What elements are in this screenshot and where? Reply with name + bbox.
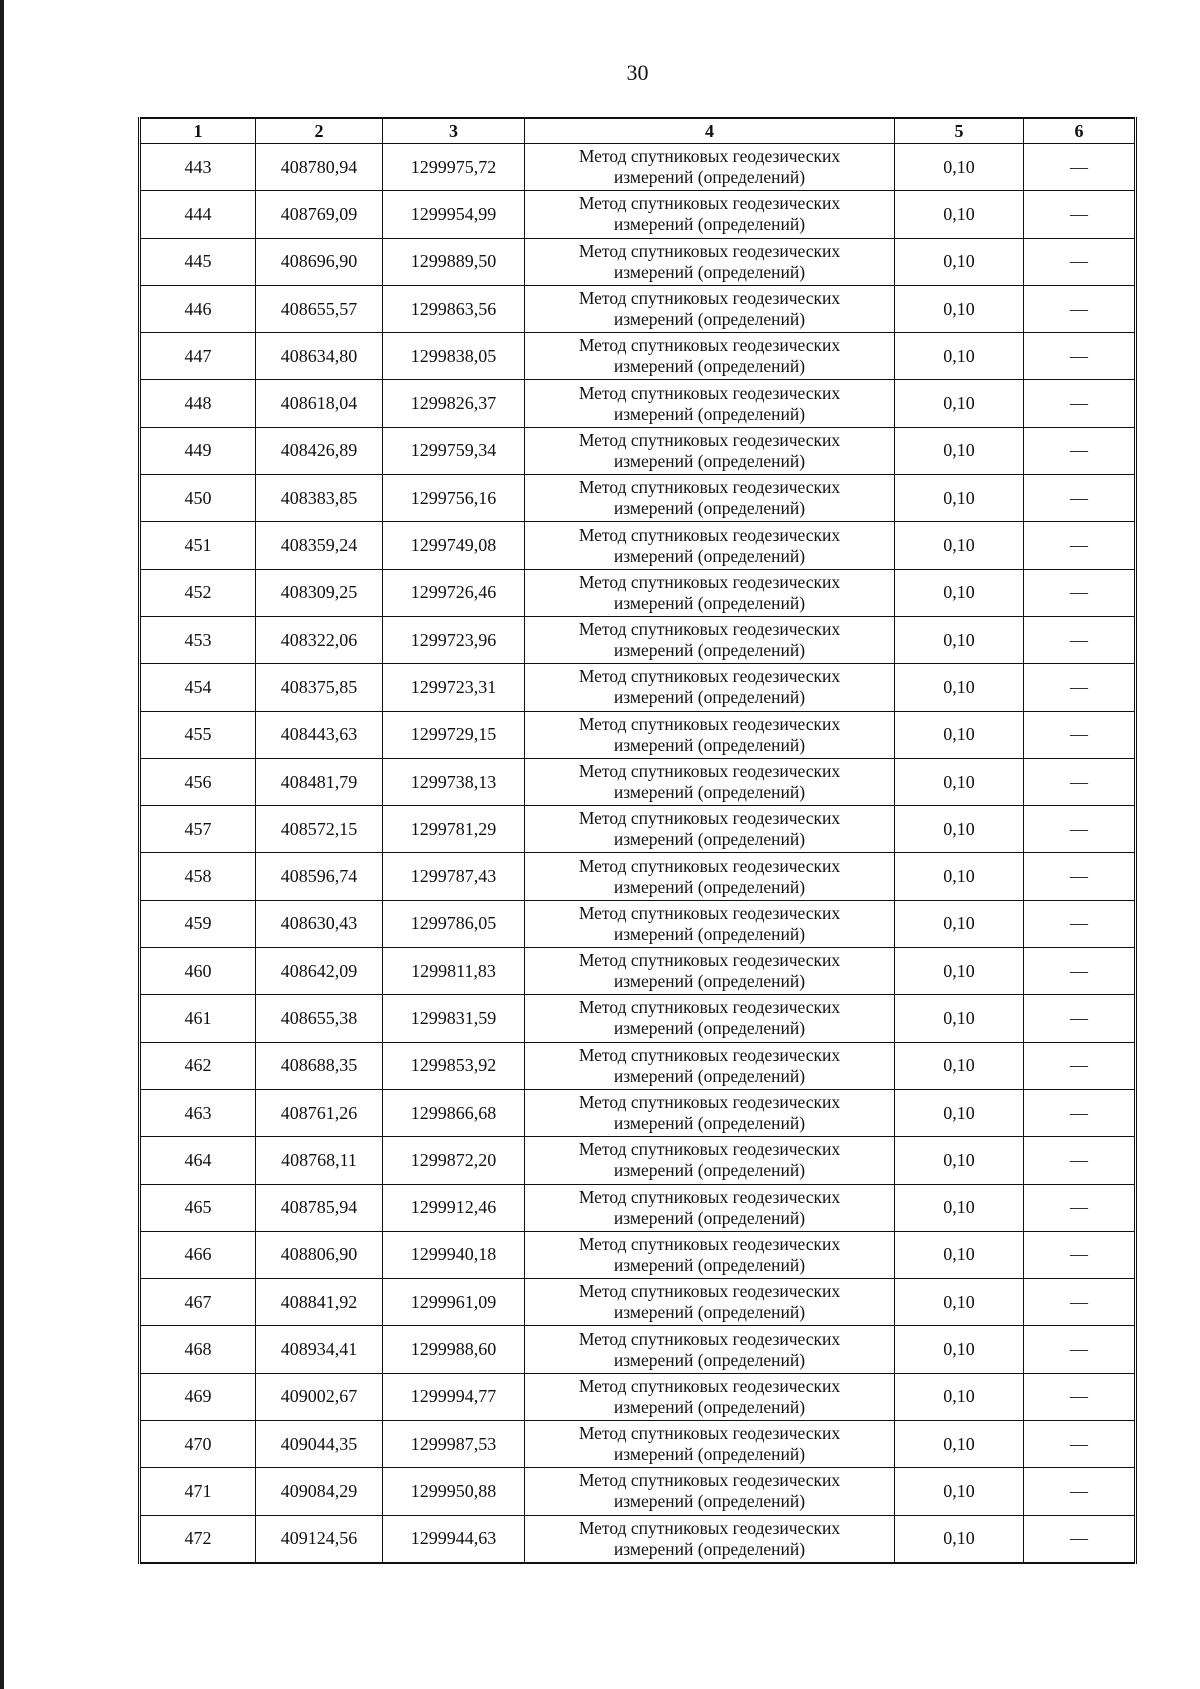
- y-coordinate-cell: 1299866,68: [383, 1089, 525, 1136]
- x-coordinate-cell: 408572,15: [256, 806, 383, 853]
- note-cell: —: [1024, 1137, 1136, 1184]
- point-number-cell: 453: [140, 616, 256, 663]
- point-number-cell: 449: [140, 427, 256, 474]
- y-coordinate-cell: 1299749,08: [383, 522, 525, 569]
- point-number-cell: 454: [140, 664, 256, 711]
- table-row: [140, 1089, 1136, 1136]
- method-text-line-1: Метод спутниковых геодезических: [578, 1233, 841, 1254]
- method-text-line-1: Метод спутниковых геодезических: [578, 1375, 841, 1396]
- x-coordinate-cell: 408761,26: [256, 1089, 383, 1136]
- point-number-cell: 460: [140, 948, 256, 995]
- point-number-cell: 466: [140, 1231, 256, 1278]
- method-text-line-2: измерений (определений): [613, 829, 806, 850]
- method-text-line-2: измерений (определений): [613, 1538, 806, 1559]
- x-coordinate-cell: 408769,09: [256, 191, 383, 238]
- method-text-line-2: измерений (определений): [613, 734, 806, 755]
- accuracy-cell: 0,10: [895, 1279, 1024, 1326]
- method-text-line-1: Метод спутниковых геодезических: [578, 713, 841, 734]
- x-coordinate-cell: 408688,35: [256, 1042, 383, 1089]
- y-coordinate-cell: 1299826,37: [383, 380, 525, 427]
- method-text-line-2: измерений (определений): [613, 214, 806, 235]
- x-coordinate-cell: 408481,79: [256, 758, 383, 805]
- method-text-line-2: измерений (определений): [613, 1396, 806, 1417]
- note-cell: —: [1024, 1231, 1136, 1278]
- table-row: [140, 758, 1136, 805]
- note-cell: —: [1024, 1326, 1136, 1373]
- point-number-cell: 450: [140, 475, 256, 522]
- method-text-line-1: Метод спутниковых геодезических: [578, 240, 841, 261]
- y-coordinate-cell: 1299729,15: [383, 711, 525, 758]
- x-coordinate-cell: 408806,90: [256, 1231, 383, 1278]
- method-text-line-2: измерений (определений): [613, 1160, 806, 1181]
- x-coordinate-cell: 408443,63: [256, 711, 383, 758]
- table-row: [140, 1373, 1136, 1420]
- accuracy-cell: 0,10: [895, 427, 1024, 474]
- method-text-line-2: измерений (определений): [613, 356, 806, 377]
- method-text-line-1: Метод спутниковых геодезических: [578, 146, 841, 167]
- note-cell: —: [1024, 569, 1136, 616]
- note-cell: —: [1024, 1421, 1136, 1468]
- method-text-line-2: измерений (определений): [613, 1491, 806, 1512]
- accuracy-cell: 0,10: [895, 475, 1024, 522]
- header-col-1: 1: [140, 118, 256, 144]
- method-text-line-1: Метод спутниковых геодезических: [578, 808, 841, 829]
- method-text-line-1: Метод спутниковых геодезических: [578, 1470, 841, 1491]
- x-coordinate-cell: 408934,41: [256, 1326, 383, 1373]
- table-row: [140, 948, 1136, 995]
- point-number-cell: 464: [140, 1137, 256, 1184]
- method-cell: [525, 806, 895, 853]
- x-coordinate-cell: 409002,67: [256, 1373, 383, 1420]
- y-coordinate-cell: 1299889,50: [383, 238, 525, 285]
- note-cell: —: [1024, 711, 1136, 758]
- accuracy-cell: 0,10: [895, 806, 1024, 853]
- note-cell: —: [1024, 616, 1136, 663]
- y-coordinate-cell: 1299759,34: [383, 427, 525, 474]
- method-text-line-2: измерений (определений): [613, 545, 806, 566]
- accuracy-cell: 0,10: [895, 1042, 1024, 1089]
- method-text-line-1: Метод спутниковых геодезических: [578, 666, 841, 687]
- note-cell: —: [1024, 475, 1136, 522]
- y-coordinate-cell: 1299950,88: [383, 1468, 525, 1515]
- table-row: [140, 475, 1136, 522]
- method-text-line-1: Метод спутниковых геодезических: [578, 1281, 841, 1302]
- table-row: [140, 995, 1136, 1042]
- method-text-line-1: Метод спутниковых геодезических: [578, 1139, 841, 1160]
- table-row: [140, 806, 1136, 853]
- table-row: [140, 900, 1136, 947]
- method-text-line-2: измерений (определений): [613, 1444, 806, 1465]
- method-cell: [525, 569, 895, 616]
- method-text-line-1: Метод спутниковых геодезических: [578, 1423, 841, 1444]
- y-coordinate-cell: 1299954,99: [383, 191, 525, 238]
- note-cell: —: [1024, 191, 1136, 238]
- point-number-cell: 447: [140, 333, 256, 380]
- note-cell: —: [1024, 1042, 1136, 1089]
- y-coordinate-cell: 1299787,43: [383, 853, 525, 900]
- note-cell: —: [1024, 285, 1136, 332]
- method-text-line-2: измерений (определений): [613, 498, 806, 519]
- accuracy-cell: 0,10: [895, 1421, 1024, 1468]
- accuracy-cell: 0,10: [895, 1089, 1024, 1136]
- x-coordinate-cell: 408426,89: [256, 427, 383, 474]
- accuracy-cell: 0,10: [895, 238, 1024, 285]
- method-text-line-1: Метод спутниковых геодезических: [578, 382, 841, 403]
- y-coordinate-cell: 1299831,59: [383, 995, 525, 1042]
- note-cell: —: [1024, 380, 1136, 427]
- method-cell: [525, 616, 895, 663]
- x-coordinate-cell: 408696,90: [256, 238, 383, 285]
- x-coordinate-cell: 408596,74: [256, 853, 383, 900]
- method-text-line-1: Метод спутниковых геодезических: [578, 288, 841, 309]
- table-row: [140, 191, 1136, 238]
- method-text-line-1: Метод спутниковых геодезических: [578, 335, 841, 356]
- point-number-cell: 465: [140, 1184, 256, 1231]
- method-text-line-2: измерений (определений): [613, 1113, 806, 1134]
- method-text-line-2: измерений (определений): [613, 687, 806, 708]
- note-cell: —: [1024, 1279, 1136, 1326]
- method-text-line-1: Метод спутниковых геодезических: [578, 524, 841, 545]
- y-coordinate-cell: 1299853,92: [383, 1042, 525, 1089]
- y-coordinate-cell: 1299975,72: [383, 144, 525, 191]
- note-cell: —: [1024, 1373, 1136, 1420]
- table-row: [140, 1515, 1136, 1563]
- point-number-cell: 472: [140, 1515, 256, 1563]
- method-text-line-1: Метод спутниковых геодезических: [578, 997, 841, 1018]
- method-cell: [525, 853, 895, 900]
- method-text-line-1: Метод спутниковых геодезических: [578, 429, 841, 450]
- method-cell: [525, 522, 895, 569]
- method-cell: [525, 1231, 895, 1278]
- method-text-line-1: Метод спутниковых геодезических: [578, 1186, 841, 1207]
- y-coordinate-cell: 1299988,60: [383, 1326, 525, 1373]
- accuracy-cell: 0,10: [895, 1326, 1024, 1373]
- method-cell: [525, 711, 895, 758]
- note-cell: —: [1024, 664, 1136, 711]
- note-cell: —: [1024, 995, 1136, 1042]
- method-cell: [525, 144, 895, 191]
- y-coordinate-cell: 1299781,29: [383, 806, 525, 853]
- y-coordinate-cell: 1299872,20: [383, 1137, 525, 1184]
- accuracy-cell: 0,10: [895, 285, 1024, 332]
- x-coordinate-cell: 408785,94: [256, 1184, 383, 1231]
- method-text-line-2: измерений (определений): [613, 1254, 806, 1275]
- accuracy-cell: 0,10: [895, 948, 1024, 995]
- scan-edge: [0, 0, 4, 1689]
- method-text-line-2: измерений (определений): [613, 167, 806, 188]
- point-number-cell: 471: [140, 1468, 256, 1515]
- y-coordinate-cell: 1299811,83: [383, 948, 525, 995]
- method-cell: [525, 333, 895, 380]
- accuracy-cell: 0,10: [895, 711, 1024, 758]
- method-text-line-2: измерений (определений): [613, 1065, 806, 1086]
- note-cell: —: [1024, 758, 1136, 805]
- point-number-cell: 455: [140, 711, 256, 758]
- table-row: [140, 238, 1136, 285]
- method-cell: [525, 238, 895, 285]
- table-row: [140, 1279, 1136, 1326]
- x-coordinate-cell: 408655,57: [256, 285, 383, 332]
- y-coordinate-cell: 1299723,31: [383, 664, 525, 711]
- note-cell: —: [1024, 238, 1136, 285]
- y-coordinate-cell: 1299961,09: [383, 1279, 525, 1326]
- x-coordinate-cell: 408359,24: [256, 522, 383, 569]
- method-text-line-2: измерений (определений): [613, 1018, 806, 1039]
- method-text-line-2: измерений (определений): [613, 1349, 806, 1370]
- header-col-5: 5: [895, 118, 1024, 144]
- x-coordinate-cell: 408383,85: [256, 475, 383, 522]
- table-header: [140, 118, 1136, 144]
- accuracy-cell: 0,10: [895, 995, 1024, 1042]
- method-text-line-2: измерений (определений): [613, 309, 806, 330]
- method-text-line-1: Метод спутниковых геодезических: [578, 855, 841, 876]
- point-number-cell: 445: [140, 238, 256, 285]
- table-row: [140, 522, 1136, 569]
- method-text-line-1: Метод спутниковых геодезических: [578, 571, 841, 592]
- table-row: [140, 1421, 1136, 1468]
- x-coordinate-cell: 408618,04: [256, 380, 383, 427]
- point-number-cell: 467: [140, 1279, 256, 1326]
- table-row: [140, 333, 1136, 380]
- point-number-cell: 469: [140, 1373, 256, 1420]
- method-text-line-2: измерений (определений): [613, 971, 806, 992]
- accuracy-cell: 0,10: [895, 1137, 1024, 1184]
- accuracy-cell: 0,10: [895, 1231, 1024, 1278]
- x-coordinate-cell: 408309,25: [256, 569, 383, 616]
- table-row: [140, 1137, 1136, 1184]
- accuracy-cell: 0,10: [895, 1184, 1024, 1231]
- method-text-line-1: Метод спутниковых геодезических: [578, 619, 841, 640]
- y-coordinate-cell: 1299863,56: [383, 285, 525, 332]
- coordinates-table-container: [138, 117, 1134, 1564]
- table-row: [140, 616, 1136, 663]
- method-text-line-1: Метод спутниковых геодезических: [578, 1044, 841, 1065]
- point-number-cell: 458: [140, 853, 256, 900]
- point-number-cell: 468: [140, 1326, 256, 1373]
- header-col-6: 6: [1024, 118, 1136, 144]
- accuracy-cell: 0,10: [895, 1468, 1024, 1515]
- accuracy-cell: 0,10: [895, 569, 1024, 616]
- point-number-cell: 456: [140, 758, 256, 805]
- method-cell: [525, 475, 895, 522]
- point-number-cell: 459: [140, 900, 256, 947]
- accuracy-cell: 0,10: [895, 191, 1024, 238]
- method-cell: [525, 1184, 895, 1231]
- header-col-4: 4: [525, 118, 895, 144]
- method-text-line-2: измерений (определений): [613, 1302, 806, 1323]
- y-coordinate-cell: 1299940,18: [383, 1231, 525, 1278]
- y-coordinate-cell: 1299723,96: [383, 616, 525, 663]
- accuracy-cell: 0,10: [895, 758, 1024, 805]
- y-coordinate-cell: 1299786,05: [383, 900, 525, 947]
- table-row: [140, 853, 1136, 900]
- note-cell: —: [1024, 1515, 1136, 1563]
- method-text-line-2: измерений (определений): [613, 261, 806, 282]
- point-number-cell: 444: [140, 191, 256, 238]
- method-cell: [525, 191, 895, 238]
- table-row: [140, 285, 1136, 332]
- accuracy-cell: 0,10: [895, 522, 1024, 569]
- table-row: [140, 380, 1136, 427]
- table-row: [140, 144, 1136, 191]
- accuracy-cell: 0,10: [895, 333, 1024, 380]
- method-text-line-1: Метод спутниковых геодезических: [578, 193, 841, 214]
- note-cell: —: [1024, 427, 1136, 474]
- method-text-line-2: измерений (определений): [613, 1207, 806, 1228]
- header-col-2: 2: [256, 118, 383, 144]
- method-text-line-2: измерений (определений): [613, 923, 806, 944]
- method-cell: [525, 1326, 895, 1373]
- point-number-cell: 461: [140, 995, 256, 1042]
- x-coordinate-cell: 409124,56: [256, 1515, 383, 1563]
- point-number-cell: 448: [140, 380, 256, 427]
- table-row: [140, 1468, 1136, 1515]
- note-cell: —: [1024, 806, 1136, 853]
- x-coordinate-cell: 408841,92: [256, 1279, 383, 1326]
- method-cell: [525, 995, 895, 1042]
- method-cell: [525, 1468, 895, 1515]
- method-text-line-1: Метод спутниковых геодезических: [578, 761, 841, 781]
- x-coordinate-cell: 408642,09: [256, 948, 383, 995]
- accuracy-cell: 0,10: [895, 664, 1024, 711]
- method-text-line-1: Метод спутниковых геодезических: [578, 477, 841, 498]
- method-cell: [525, 285, 895, 332]
- method-cell: [525, 427, 895, 474]
- table-row: [140, 569, 1136, 616]
- table-row: [140, 1231, 1136, 1278]
- table-row: [140, 1184, 1136, 1231]
- method-text-line-2: измерений (определений): [613, 450, 806, 471]
- point-number-cell: 452: [140, 569, 256, 616]
- table-row: [140, 711, 1136, 758]
- table-row: [140, 1042, 1136, 1089]
- y-coordinate-cell: 1299738,13: [383, 758, 525, 805]
- method-cell: [525, 1373, 895, 1420]
- method-cell: [525, 1137, 895, 1184]
- accuracy-cell: 0,10: [895, 380, 1024, 427]
- y-coordinate-cell: 1299756,16: [383, 475, 525, 522]
- accuracy-cell: 0,10: [895, 1515, 1024, 1563]
- note-cell: —: [1024, 948, 1136, 995]
- note-cell: —: [1024, 1184, 1136, 1231]
- method-cell: [525, 1279, 895, 1326]
- x-coordinate-cell: 408375,85: [256, 664, 383, 711]
- method-cell: [525, 1421, 895, 1468]
- x-coordinate-cell: 408768,11: [256, 1137, 383, 1184]
- y-coordinate-cell: 1299838,05: [383, 333, 525, 380]
- point-number-cell: 446: [140, 285, 256, 332]
- x-coordinate-cell: 408630,43: [256, 900, 383, 947]
- point-number-cell: 451: [140, 522, 256, 569]
- method-text-line-1: Метод спутниковых геодезических: [578, 1328, 841, 1349]
- header-col-3: 3: [383, 118, 525, 144]
- method-text-line-2: измерений (определений): [613, 782, 806, 802]
- method-text-line-2: измерений (определений): [613, 640, 806, 661]
- y-coordinate-cell: 1299994,77: [383, 1373, 525, 1420]
- table-row: [140, 664, 1136, 711]
- table-body: [140, 144, 1136, 1563]
- method-cell: [525, 1515, 895, 1563]
- y-coordinate-cell: 1299944,63: [383, 1515, 525, 1563]
- method-text-line-2: измерений (определений): [613, 592, 806, 613]
- note-cell: —: [1024, 900, 1136, 947]
- x-coordinate-cell: 409044,35: [256, 1421, 383, 1468]
- x-coordinate-cell: 408322,06: [256, 616, 383, 663]
- note-cell: —: [1024, 1468, 1136, 1515]
- point-number-cell: 470: [140, 1421, 256, 1468]
- method-cell: [525, 900, 895, 947]
- point-number-cell: 443: [140, 144, 256, 191]
- x-coordinate-cell: 408655,38: [256, 995, 383, 1042]
- point-number-cell: 462: [140, 1042, 256, 1089]
- method-text-line-2: измерений (определений): [613, 403, 806, 424]
- note-cell: —: [1024, 144, 1136, 191]
- x-coordinate-cell: 408780,94: [256, 144, 383, 191]
- method-cell: [525, 1042, 895, 1089]
- table-row: [140, 427, 1136, 474]
- header-row: [140, 118, 1136, 144]
- y-coordinate-cell: 1299987,53: [383, 1421, 525, 1468]
- accuracy-cell: 0,10: [895, 853, 1024, 900]
- method-text-line-2: измерений (определений): [613, 876, 806, 897]
- y-coordinate-cell: 1299912,46: [383, 1184, 525, 1231]
- point-number-cell: 457: [140, 806, 256, 853]
- method-text-line-1: Метод спутниковых геодезических: [578, 950, 841, 971]
- table-row: [140, 1326, 1136, 1373]
- method-text-line-1: Метод спутниковых геодезических: [578, 1092, 841, 1113]
- note-cell: —: [1024, 853, 1136, 900]
- x-coordinate-cell: 408634,80: [256, 333, 383, 380]
- accuracy-cell: 0,10: [895, 900, 1024, 947]
- accuracy-cell: 0,10: [895, 144, 1024, 191]
- coordinates-table: [138, 117, 1137, 1564]
- method-text-line-1: Метод спутниковых геодезических: [578, 1517, 841, 1538]
- accuracy-cell: 0,10: [895, 1373, 1024, 1420]
- method-cell: [525, 948, 895, 995]
- y-coordinate-cell: 1299726,46: [383, 569, 525, 616]
- page-number: 30: [626, 60, 649, 85]
- method-cell: [525, 380, 895, 427]
- accuracy-cell: 0,10: [895, 616, 1024, 663]
- x-coordinate-cell: 409084,29: [256, 1468, 383, 1515]
- method-cell: [525, 1089, 895, 1136]
- point-number-cell: 463: [140, 1089, 256, 1136]
- note-cell: —: [1024, 333, 1136, 380]
- method-text-line-1: Метод спутниковых геодезических: [578, 902, 841, 923]
- method-cell: [525, 758, 895, 805]
- note-cell: —: [1024, 1089, 1136, 1136]
- note-cell: —: [1024, 522, 1136, 569]
- method-cell: [525, 664, 895, 711]
